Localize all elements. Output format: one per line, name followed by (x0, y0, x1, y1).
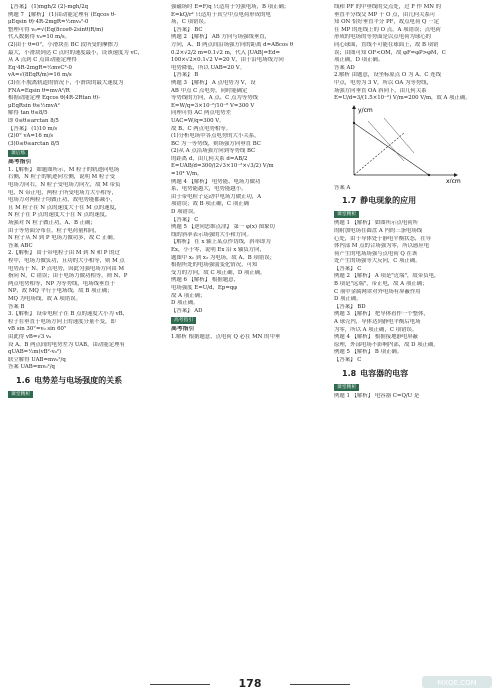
text-line: 例题 2 【解析】 AB 方向与场强线垂直， (171, 34, 270, 41)
text-line: 2.【解析】 由于带电粒子由 M 到 N 和 P 的过 (8, 250, 120, 257)
text-line: 两点电势相等，NP 为等势线，电场线垂直于 (8, 280, 116, 287)
text-line: 且 M 粒子在 N 点的速度大于在 M 点的速度， (8, 204, 121, 211)
text-line: UAC=W/q=300 V。 (171, 117, 225, 124)
text-line: μEqRsin θ≥½mvA² (8, 102, 60, 109)
x-axis-label: x/cm (446, 177, 461, 183)
text-line: 受力的方向，故 C 项正确，D 项正确。 (171, 269, 266, 276)
text-line: 电场力对两粒子均做正功，故电势能都减小， (8, 197, 116, 204)
page-number: 178 (238, 677, 262, 690)
text-line: 根据所处的电场强弱变化情况，可知 (171, 262, 258, 269)
text-line: 场强方向垂直 OA 斜向下，由几何关系 (334, 87, 427, 94)
page-footer (0, 677, 500, 691)
text-line: 场强对 N 粒子做正功，A、B 正确； (8, 220, 96, 227)
text-line: D 项正确。 (171, 300, 199, 307)
text-line: FNA=Eqsin θ=mvA²/R (8, 87, 70, 94)
text-line: 体内部 M 点的合场强为零，所以感应电 (334, 243, 430, 250)
text-line: 中点，电势为 3 V，所以 OA 为等势线， (334, 79, 432, 86)
text-line: 同心球面，直线不可能在球面上，故 B 项错 (334, 41, 439, 48)
text-line: 粒子在垂直于电场方向上的速度分量不变，即 (8, 318, 116, 325)
text-line: AB 中点 C 点电势，同时能确定 (171, 87, 248, 94)
text-line: 例题 2 【解析】 A 项是"近端"，故带负电， (334, 273, 440, 280)
text-line: 设 A、B 两点间的电势差为 UAB，由动能定理有 (8, 341, 125, 348)
text-line: 例题 5 【解析】 B 项正确。 (334, 349, 403, 356)
text-line: C 项中金属网罩对外电场有屏蔽作用 (334, 288, 421, 295)
text-line: 由此得 vB=√3 v₀ (8, 333, 52, 340)
text-line: 【解析】 在 x 轴上某点作切线，斜率即为 (171, 239, 271, 246)
text-line: 例题 6 【解析】 根据题意， (171, 277, 239, 284)
text-line: μEqsin θ)·4R-2mgR=½mv₀²-0 (8, 19, 89, 26)
section-tag: 高考指引 (171, 317, 196, 324)
text-line: 等势线的方向，A 点、C 点为等势线 (171, 95, 258, 102)
section-heading (16, 375, 166, 386)
text-line: 线的斜率表示场强的大小和方向。 (171, 231, 252, 238)
text-line: 同理可得 AC 两点电势差 (171, 110, 231, 117)
text-line: 最大，小滑块到达 C 点时的速度最小，设该速度为 vC， (8, 49, 144, 56)
text-line: 强磁场时 E=F/q 只适用于匀强电场，B 项正确； (171, 4, 290, 10)
coordinate-figure (334, 103, 484, 183)
text-line: E=W/q=3×10⁻⁶/10⁻⁸ V=300 V (171, 102, 255, 109)
section-tag: 课后练 (8, 150, 28, 157)
text-line: 项错误；故 B 项正确，C 项正确 (171, 201, 249, 208)
section-number: 1.8 (342, 368, 357, 378)
text-line: 由于带电粒子运动中电场力做正功，A (171, 193, 262, 200)
text-line: 线和 PF 的中垂线的交点处，过 F 作 MN 的 (334, 4, 442, 10)
text-line: 系，电势能越大，电势能越小， (171, 186, 247, 193)
text-line: 3.【解析】 设带电粒子在 B 点的速度大小为 vB， (8, 311, 128, 318)
column-middle (171, 4, 329, 342)
text-line: =10⁴ V/m。 (171, 171, 203, 178)
text-line: 【答案】 C (334, 265, 362, 272)
text-line: A 球壳内，导体达到静电平衡后电场 (334, 319, 421, 326)
text-line: 【答案】 AD (171, 307, 203, 314)
field-diagram (334, 103, 492, 185)
text-line: 【答案】 BC (171, 26, 203, 33)
footer-rule-right (290, 684, 350, 685)
text-line: 【答案】 B (171, 72, 199, 79)
column-right (334, 4, 492, 400)
text-line: 电，N 带正电，两粒子所受电场力大小相等， (8, 189, 117, 196)
text-line: (2)从 A 点沿场强方向到等势线 BC (171, 148, 256, 155)
text-line: E=U/d=3/(1.5×10⁻²) V/m=200 V/m，故 A 项正确。 (334, 95, 471, 102)
text-line: 电场强度 E=U/d，Ep=qφ (171, 284, 238, 291)
text-line: 【答案】 C (334, 357, 362, 363)
text-line: D 项正确。 (334, 296, 362, 303)
text-line: 例题 5 【逆向思维点津】 第一 φ(x) 图象切 (171, 224, 275, 231)
text-line: Ex，小于零，说明 Ex 沿 x 轴负方向， (171, 247, 265, 253)
text-line: 由于等势面分布在，粒子电荷量相同， (8, 227, 100, 234)
text-line: 答案 A (334, 184, 351, 191)
text-line: E=kQ/r² 只适用于真空中点电荷形成的电 (171, 11, 271, 18)
text-line: 1.解析 根据题意，点电荷 Q 必在 MN 的中垂 (171, 333, 281, 340)
text-line: BC 为一等势线，则场强方向垂直 BC (171, 140, 261, 147)
text-line: 例题 4 【解析】 电势能、电场力做功 (171, 178, 261, 185)
text-line: 荷产生的电场场强与点电荷 Q 在该 (334, 250, 418, 257)
text-line: 电势高于 N、P 点电势，因此匀强电场方向由 M (8, 265, 125, 272)
section-title: 电容器的电容 (360, 368, 409, 378)
text-line: 在 MP 的连线上的 O 点，A 项错误；点电荷 (334, 26, 441, 33)
text-line: NP，故 MQ 平行于电场线，故 B 项正确； (8, 288, 113, 295)
section-tag: 课堂精析 (334, 211, 359, 218)
text-line: 故 A 项正确； (171, 292, 206, 299)
text-line: 例题 7 【解析】 (1)由动能定理有 (Eqcos θ- (8, 11, 116, 18)
svg-text:MXQE.COM: MXQE.COM (437, 679, 477, 687)
text-line: 形成的电场的等势面是以点电荷为球心的 (334, 34, 432, 41)
text-line: 的附加电场在圆盘 A 内的三条电场线 (334, 227, 423, 234)
text-line: (2)由于 θ=0°，小滑块在 BC 段所受的摩擦力 (8, 41, 119, 48)
text-line: (2)0° vA=16 m/s (8, 133, 54, 140)
watermark-logo (422, 675, 492, 689)
text-line: 整理可得 v₀=√(Eq(8cosθ-2sinθ)R/m) (8, 26, 104, 33)
text-line: (3)0≤θ≤arctan 8/5 (8, 140, 60, 147)
text-line: 例题 1 【解析】 电容器 C=Q/U 是 (334, 392, 420, 399)
text-line: 答案 AD (334, 64, 355, 71)
text-line: qUAB=½m(vB²-v₀²) (8, 349, 62, 356)
text-line: Eq·4R-2mgR=½mvC²-0 (8, 64, 72, 71)
text-line: (1)分析电场中各点电势的大小关系， (171, 133, 260, 140)
text-line: 即 0≤θ≤arctan 8/5 (8, 117, 59, 124)
text-line: 指向 N，C 错误；由于电场力做功相等，则 N、P (8, 273, 128, 280)
text-line: 原理，外部电场不影响内部，故 D 项正确。 (334, 341, 439, 348)
text-line: B 项是"远端"，带正电，故 A 项正确； (334, 281, 428, 288)
text-line: N 粒子从 N 到 P 电场力做功多，故 C 正确。 (8, 235, 119, 242)
text-line: 知 ON 恰好垂直平分 PF，故点电荷 Q 一定 (334, 19, 439, 26)
text-line: 故 B、C 两点电势相等。 (171, 125, 232, 132)
text-line: 【答案】 C (171, 216, 199, 223)
text-line: 答案 B (8, 303, 25, 310)
column-left (8, 4, 166, 400)
text-line: 例题 4 【解析】 根据接地静电屏蔽 (334, 334, 419, 341)
text-line: 例题 1 【解析】 如图所示点电荷所 (334, 220, 419, 227)
text-line: 题图中 x₁ 到 x₂ 为电场，故 A、B 项错误； (171, 254, 276, 261)
text-line: vB sin 30°=v₀ sin 60° (8, 326, 67, 333)
text-line: 例题 3 【解析】 把导体看作一个整体， (334, 311, 429, 318)
text-line: 电场力向右，N 粒子受电场力向左，故 M 带负 (8, 182, 121, 189)
text-line: 垂直平分线交 MP 于 O 点，由几何关系可 (334, 11, 436, 18)
footer-rule-left (150, 684, 210, 685)
section-number: 1.6 (16, 375, 31, 385)
subheading: 高考指引 (171, 326, 195, 333)
text-line: 右侧，N 粒子的轨迹向左侧，说明 M 粒子受 (8, 174, 116, 181)
text-line: 【答案】 (1)10 m/s (8, 125, 58, 132)
subheading: 高考指引 (8, 159, 32, 166)
text-line: 方向，A、B 两点间沿场强方向的距离 d=ABcos θ (171, 41, 293, 48)
text-line: D 项错误。 (171, 209, 199, 216)
text-line: 解得 tan θ≤8/5 (8, 110, 48, 117)
text-line: 心处，由于导体处于静电平衡状态，在导 (334, 235, 432, 242)
text-line: 2.解析 由题意，设坐标原点 O 为 A、C 连线 (334, 72, 442, 79)
text-line: 从 A 点到 C 点由动能定理得 (8, 57, 77, 64)
text-line: 场，C 项错误。 (171, 19, 210, 26)
text-line: 例题 3 【解析】 A 点电势为 V，设 (171, 79, 256, 86)
text-line: 联立解得 UAB=mv₀²/q (8, 356, 66, 363)
y-axis-label: y/cm (358, 106, 373, 114)
text-line: 100×√2×0.1√2 V=20 V，由于沿电场线方向 (171, 57, 284, 64)
text-line: 答案 ABC (8, 242, 33, 249)
section-tag: 课堂精析 (8, 391, 33, 398)
text-line: (3)在不脱离轨道的情况下，小滑块的最大速度为 (8, 79, 124, 86)
text-line: 0.2×√2/2 m=0.1√2 m，代入 |UAB|=Ed= (171, 49, 280, 56)
text-line: 【答案】 (1)mgh/2 (2)-mgh/2q (8, 4, 89, 10)
text-line: 程中，电场力做负功，且功的大小相等，则 M 点 (8, 258, 125, 264)
section-title: 静电现象的应用 (360, 196, 417, 206)
text-line: 代入数据得 v₀=10 m/s。 (8, 34, 71, 41)
text-line: N 粒子在 P 点的速度大于在 N 点的速度， (8, 212, 111, 219)
text-line: E=UAB/d=300/(2√3×10⁻²×√3/2) V/m (171, 163, 274, 170)
text-line: 根据动能定理 Eqcos θ(4R-2Rtan θ)- (8, 95, 101, 102)
text-line: 项正确，D 项正确。 (334, 57, 384, 64)
text-line: vA=√(8EqR/m)=16 m/s (8, 72, 72, 79)
text-line: 电势降低，所以 UAB=20 V。 (171, 64, 246, 71)
text-line: 的距离 d，由几何关系 d=AB/2 (171, 155, 248, 162)
text-line: 误；由图可知 OF<OM，故 φF=φP>φM，C (334, 49, 446, 56)
text-line: 【答案】 BD (334, 303, 366, 310)
text-line: MQ 为电场线，故 A 项错误。 (8, 295, 81, 302)
section-number: 1.7 (342, 196, 357, 206)
text-line: 答案 UAB=mv₀²/q (8, 364, 55, 371)
text-line: 为零，所以 A 项正确，C 项错误。 (334, 326, 418, 333)
section-heading (342, 368, 492, 379)
text-line: 处产生的场强等大反向，C 项正确。 (334, 258, 421, 265)
section-title: 电势差与电场强度的关系 (34, 375, 123, 385)
section-heading (342, 195, 492, 206)
section-tag: 课堂精析 (334, 384, 359, 391)
text-line: 1.【解析】 如题图所示，M 粒子的轨迹向电场 (8, 166, 120, 173)
